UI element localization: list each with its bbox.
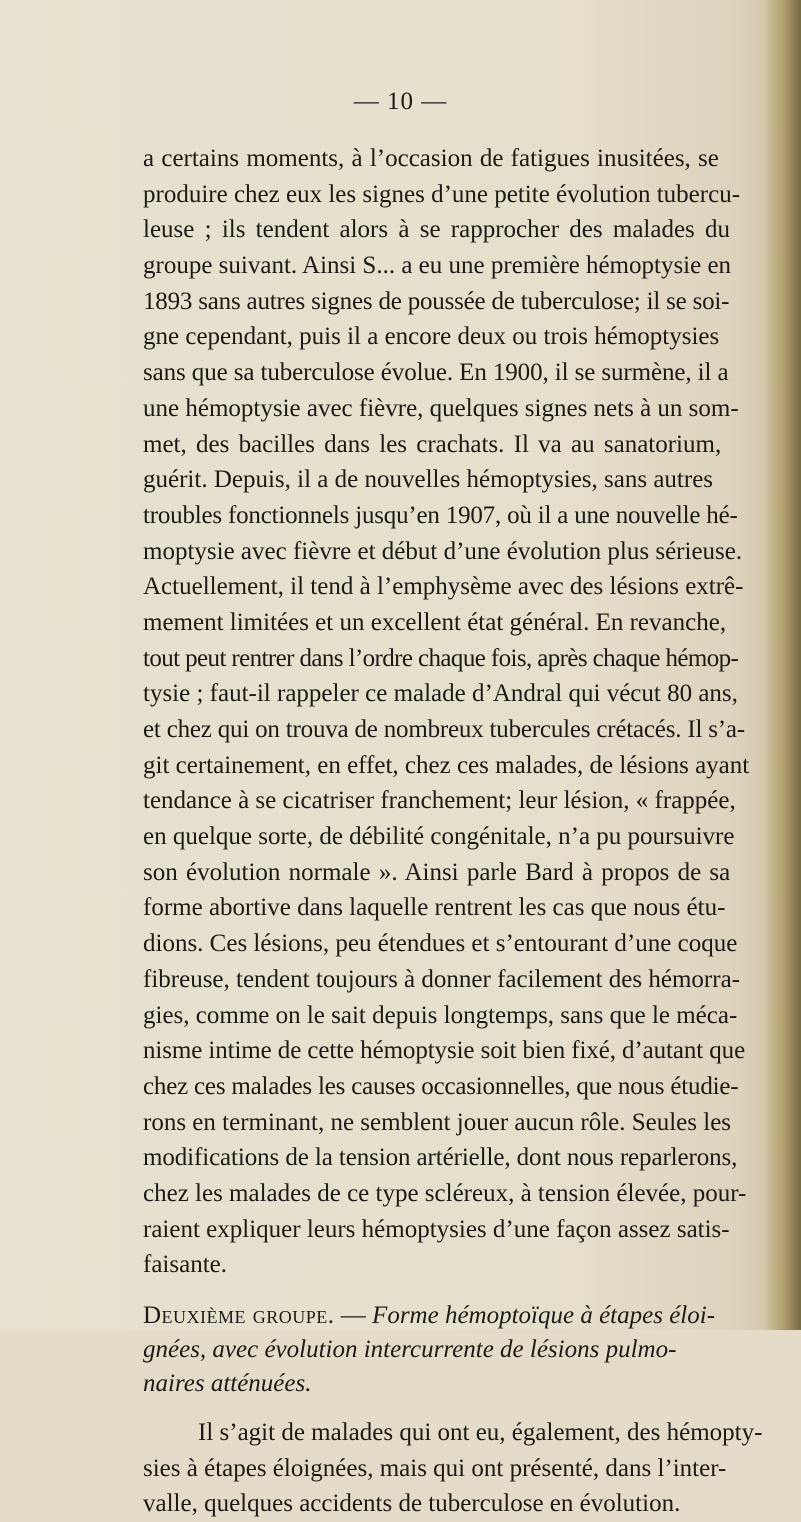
text-line: 1893 sans autres signes de poussée de tuberculose; il se soi-: [143, 287, 730, 315]
text-line: git certainement, en effet, chez ces malades, de lésions ayant: [143, 751, 750, 779]
page-edge-shadow: [763, 0, 801, 1330]
text-line: raient expliquer leurs hémoptysies d’une façon assez satis-: [143, 1215, 730, 1243]
section-label: Deuxième groupe.: [143, 1302, 335, 1329]
section-title: naires atténuées.: [143, 1370, 312, 1397]
text-line: produire chez eux les signes d’une petite évolution tubercu-: [143, 180, 741, 208]
text-line: forme abortive dans laquelle rentrent les cas que nous étu-: [143, 894, 726, 922]
text-line: troubles fonctionnels jusqu’en 1907, où il a une nouvelle hé-: [143, 501, 738, 529]
text-line: gies, comme on le sait depuis longtemps, sans que le méca-: [143, 1001, 738, 1029]
section-heading: [143, 1299, 757, 1401]
text-line: tysie ; faut-il rappeler ce malade d’Andral qui vécut 80 ans,: [143, 680, 738, 708]
text-line: tout peut rentrer dans l’ordre chaque fois, après chaque hémop-: [143, 644, 739, 672]
heading-line: [143, 1299, 757, 1333]
text-line: Il s’agit de malades qui ont eu, également, des hémopty-: [198, 1419, 763, 1446]
text-line: nisme intime de cette hémoptysie soit bien fixé, d’autant que: [143, 1037, 746, 1065]
page-number: — 10 —: [353, 88, 448, 115]
text-line: mement limitées et un excellent état général. En revanche,: [143, 608, 727, 636]
text-line: modifications de la tension artérielle, dont nous reparlerons,: [143, 1144, 738, 1172]
text-line: sans que sa tuberculose évolue. En 1900, il se surmène, il a: [143, 359, 729, 387]
text-line: chez les malades de ce type scléreux, à tension élevée, pour-: [143, 1179, 747, 1207]
section-title: Forme hémoptoïque à étapes éloi-: [372, 1302, 716, 1329]
text-line: son évolution normale ». Ainsi parle Bard à propos de sa: [143, 858, 731, 886]
text-line: sies à étapes éloignées, mais qui ont présenté, dans l’inter-: [143, 1454, 727, 1482]
text-line: en quelque sorte, de débilité congénitale, n’a pu poursuivre: [143, 823, 735, 851]
text-line: dions. Ces lésions, peu étendues et s’entourant d’une coque: [143, 930, 738, 958]
text-line: guérit. Depuis, il a de nouvelles hémoptysies, sans autres: [143, 466, 714, 494]
text-line: groupe suivant. Ainsi S... a eu une première hémoptysie en: [143, 252, 732, 280]
text-line: Actuellement, il tend à l’emphysème avec des lésions extrê-: [143, 573, 744, 601]
text-line: a certains moments, à l’occasion de fatigues inusitées, se: [143, 145, 719, 172]
text-line: et chez qui on trouva de nombreux tubercules crétacés. Il s’a-: [143, 716, 745, 743]
body-text: [143, 141, 763, 1522]
text-line: met, des bacilles dans les crachats. Il va au sanatorium,: [143, 430, 722, 458]
text-line: fibreuse, tendent toujours à donner facilement des hémorra-: [143, 965, 740, 993]
text-line: rons en terminant, ne semblent jouer aucun rôle. Seules les: [143, 1108, 732, 1136]
text-line: faisante.: [143, 1251, 227, 1279]
text-line: moptysie avec fièvre et début d’une évolution plus sérieuse.: [143, 537, 743, 565]
paragraph-1: [143, 141, 757, 1283]
heading-dash: —: [334, 1302, 373, 1329]
section-title: gnées, avec évolution intercurrente de lésions pulmo-: [143, 1336, 677, 1363]
paragraph-2: [143, 1415, 763, 1522]
text-line: leuse ; ils tendent alors à se rapprocher des malades du: [143, 216, 731, 244]
text-line: une hémoptysie avec fièvre, quelques signes nets à un som-: [143, 394, 739, 422]
text-line: tendance à se cicatriser franchement; leur lésion, « frappée,: [143, 787, 736, 815]
text-line: valle, quelques accidents de tuberculose en évolution.: [143, 1490, 681, 1518]
text-line: gne cependant, puis il a encore deux ou trois hémoptysies: [143, 323, 720, 351]
text-line: chez ces malades les causes occasionnelles, que nous étudie-: [143, 1072, 739, 1100]
